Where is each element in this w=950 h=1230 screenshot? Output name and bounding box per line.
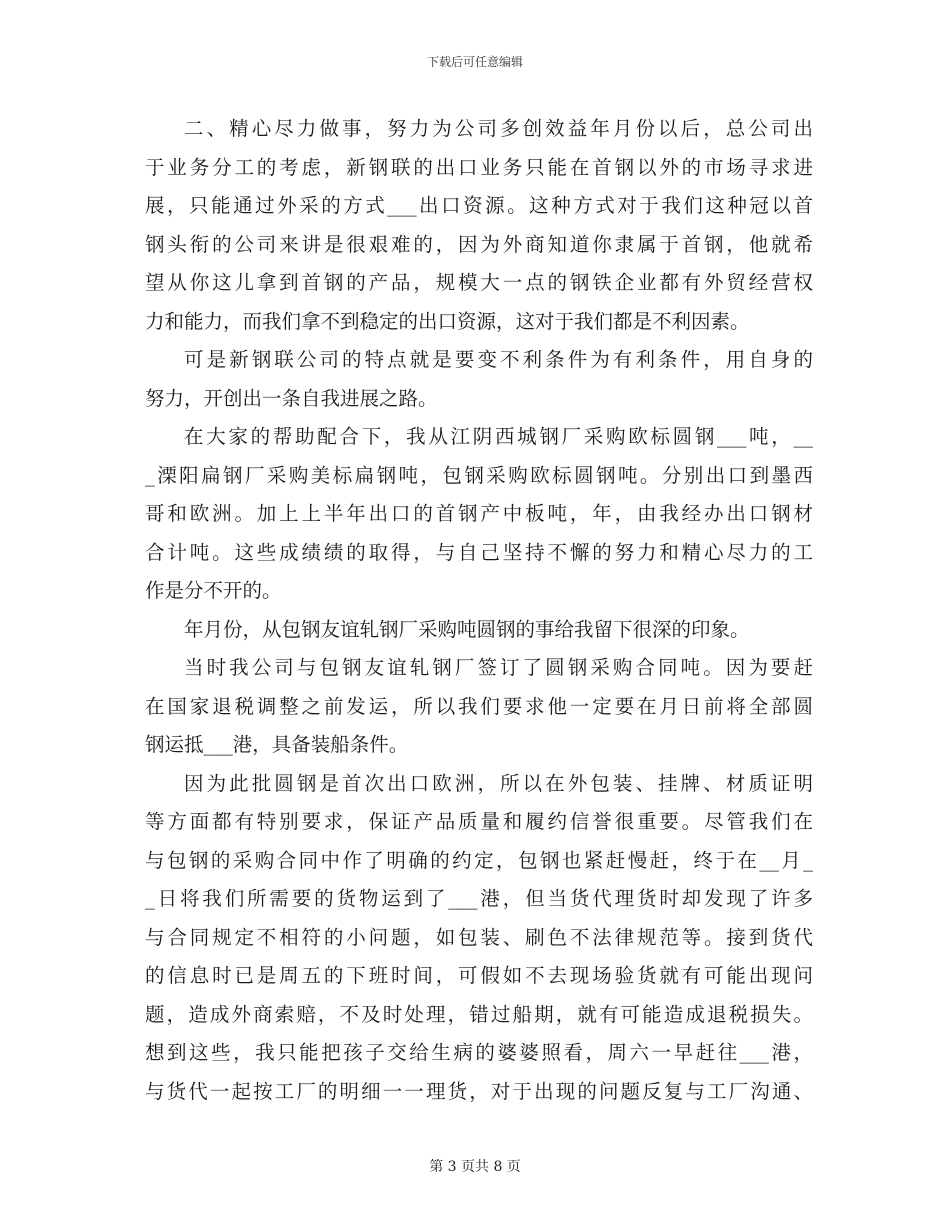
text-line: 钢运抵___港，具备装船条件。 [145, 733, 409, 756]
text-line: 展，只能通过外采的方式___出口资源。这种方式对于我们这种冠以首 [145, 194, 813, 217]
document-body [145, 110, 813, 1111]
text-line: 因为此批圆钢是首次出口欧洲，所以在外包装、挂牌、材质证明 [184, 771, 813, 795]
text-line: 题，造成外商索赔，不及时处理，错过船期，就有可能造成退税损失。 [145, 1002, 813, 1026]
text-line: 合计吨。这些成绩绩的取得，与自己坚持不懈的努力和精心尽力的工 [145, 540, 813, 564]
text-line: 与合同规定不相符的小问题，如包装、刷色不法律规范等。接到货代 [145, 925, 813, 949]
text-line: 等方面都有特别要求，保证产品质量和履约信誉很重要。尽管我们在 [145, 810, 813, 833]
text-line: 努力，开创出一条自我进展之路。 [145, 386, 438, 410]
text-line: 作是分不开的。 [145, 579, 282, 602]
text-line: 哥和欧洲。加上上半年出口的首钢产中板吨，年，由我经办出口钢材 [145, 502, 813, 525]
text-line: 在国家退税调整之前发运，所以我们要求他一定要在月日前将全部圆 [145, 694, 813, 718]
text-line: _溧阳扁钢厂采购美标扁钢吨，包钢采购欧标圆钢吨。分别出口到墨西 [145, 463, 813, 487]
text-line: 望从你这儿拿到首钢的产品，规模大一点的钢铁企业都有外贸经营权 [145, 271, 813, 294]
text-line: 钢头衔的公司来讲是很艰难的，因为外商知道你隶属于首钢，他就希 [145, 232, 813, 256]
text-line: 当时我公司与包钢友谊轧钢厂签订了圆钢采购合同吨。因为要赶 [184, 656, 813, 679]
text-line: 想到这些，我只能把孩子交给生病的婆婆照看，周六一早赶往___港， [145, 1041, 813, 1064]
text-line: 的信息时已是周五的下班时间，可假如不去现场验货就有可能出现问 [145, 964, 813, 987]
page-footer: 第 3 页共 8 页 [429, 1159, 521, 1175]
page-header: 下载后可任意编辑 [426, 55, 523, 69]
text-line: 与包钢的采购合同中作了明确的约定，包钢也紧赶慢赶，终于在__月_ [145, 848, 813, 872]
text-line: 力和能力，而我们拿不到稳定的出口资源，这对于我们都是不利因素。 [145, 309, 750, 333]
text-line: 二、精心尽力做事，努力为公司多创效益年月份以后，总公司出 [184, 117, 813, 140]
text-line: 于业务分工的考虑，新钢联的出口业务只能在首钢以外的市场寻求进 [145, 155, 813, 179]
text-line: 可是新钢联公司的特点就是要变不利条件为有利条件，用自身的 [184, 348, 813, 371]
text-line: _日将我们所需要的货物运到了___港，但当货代理货时却发现了许多 [145, 887, 813, 910]
text-line: 在大家的帮助配合下，我从江阴西城钢厂采购欧标圆钢___吨，__ [184, 425, 813, 448]
text-line: 与货代一起按工厂的明细一一理货，对于出现的问题反复与工厂沟通、 [145, 1079, 813, 1103]
text-line: 年月份，从包钢友谊轧钢厂采购吨圆钢的事给我留下很深的印象。 [184, 617, 750, 641]
